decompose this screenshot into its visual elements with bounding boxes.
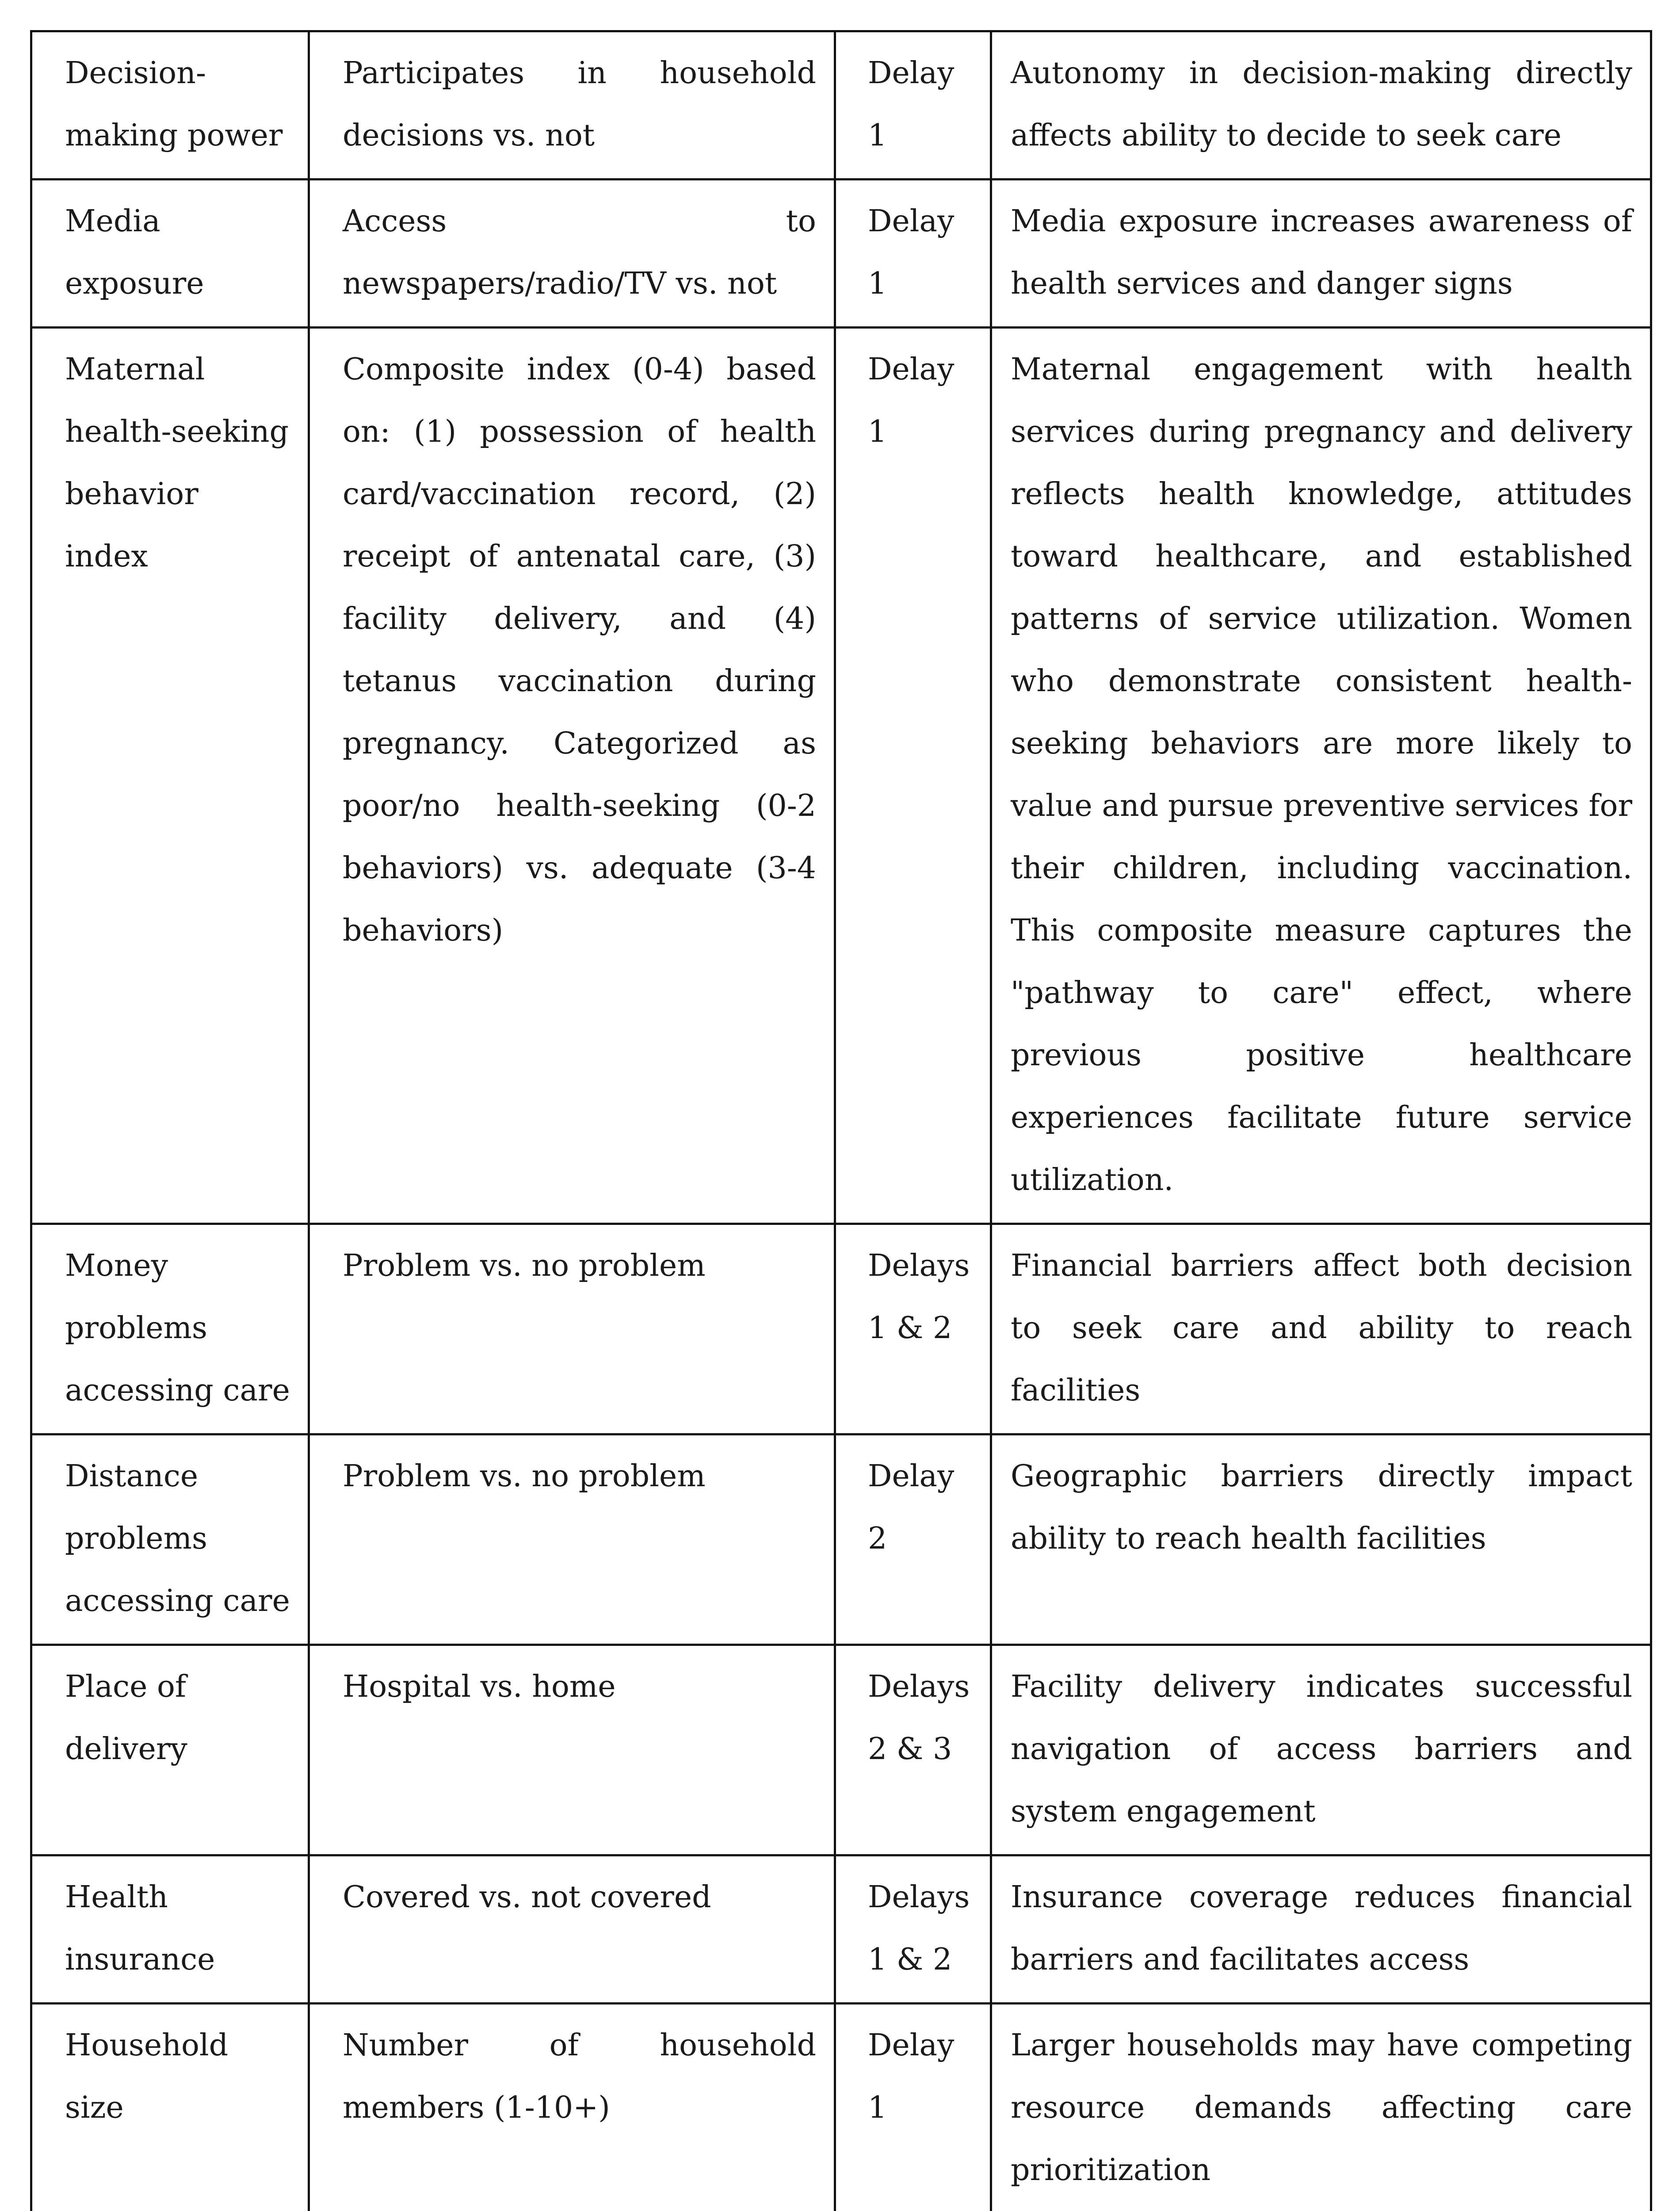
delay-cell: Delays 1 & 2	[835, 1224, 991, 1434]
table-row	[31, 1434, 1651, 1645]
variables-table-container	[30, 30, 1650, 2211]
categories-cell: Problem vs. no problem	[309, 1224, 835, 1434]
delay-cell: Delays 2 & 3	[835, 1645, 991, 1855]
categories-cell: Hospital vs. home	[309, 1645, 835, 1855]
delay-cell: Delay 1	[835, 328, 991, 1224]
categories-cell: Composite index (0-4) based on: (1) possession of health card/vaccination record, (2) receipt of antenatal care, (3) facility delivery, and (4) tetanus vaccination during pregnancy. Categorized as poor/no health-seeking (0-2 behaviors) vs. adequate (3-4 behaviors)	[309, 328, 835, 1224]
rationale-cell: Facility delivery indicates successful navigation of access barriers and system engagement	[991, 1645, 1651, 1855]
delay-cell: Delay 1	[835, 180, 991, 328]
categories-cell: Problem vs. no problem	[309, 1434, 835, 1645]
variable-cell: Health insurance	[31, 1855, 309, 2004]
rationale-cell: Media exposure increases awareness of health services and danger signs	[991, 180, 1651, 328]
table-row	[31, 2004, 1651, 2211]
delay-cell: Delay 1	[835, 31, 991, 180]
table-row	[31, 1855, 1651, 2004]
variable-cell: Maternal health-seeking behavior index	[31, 328, 309, 1224]
delay-cell: Delay 2	[835, 1434, 991, 1645]
variable-cell: Distance problems accessing care	[31, 1434, 309, 1645]
rationale-cell: Maternal engagement with health services during pregnancy and delivery reflects health knowledge, attitudes toward healthcare, and established patterns of service utilization. Women who demonstrate consistent health-seeking behaviors are more likely to value and pursue preventive services for their children, including vaccination. This composite measure captures the "pathway to care" effect, where previous positive healthcare experiences facilitate future service utilization.	[991, 328, 1651, 1224]
table-row	[31, 328, 1651, 1224]
variables-table	[30, 30, 1652, 2211]
variable-cell: Money problems accessing care	[31, 1224, 309, 1434]
rationale-cell: Geographic barriers directly impact ability to reach health facilities	[991, 1434, 1651, 1645]
delay-cell: Delays 1 & 2	[835, 1855, 991, 2004]
rationale-cell: Larger households may have competing resource demands affecting care prioritization	[991, 2004, 1651, 2211]
categories-cell: Access to newspapers/radio/TV vs. not	[309, 180, 835, 328]
table-row	[31, 1645, 1651, 1855]
rationale-cell: Autonomy in decision-making directly affects ability to decide to seek care	[991, 31, 1651, 180]
rationale-cell: Insurance coverage reduces financial barriers and facilitates access	[991, 1855, 1651, 2004]
variable-cell: Decision-making power	[31, 31, 309, 180]
categories-cell: Covered vs. not covered	[309, 1855, 835, 2004]
table-row	[31, 180, 1651, 328]
categories-cell: Participates in household decisions vs. not	[309, 31, 835, 180]
rationale-cell: Financial barriers affect both decision to seek care and ability to reach facilities	[991, 1224, 1651, 1434]
table-row	[31, 1224, 1651, 1434]
categories-cell: Number of household members (1-10+)	[309, 2004, 835, 2211]
variable-cell: Place of delivery	[31, 1645, 309, 1855]
variable-cell: Media exposure	[31, 180, 309, 328]
variable-cell: Household size	[31, 2004, 309, 2211]
table-row	[31, 31, 1651, 180]
delay-cell: Delay 1	[835, 2004, 991, 2211]
